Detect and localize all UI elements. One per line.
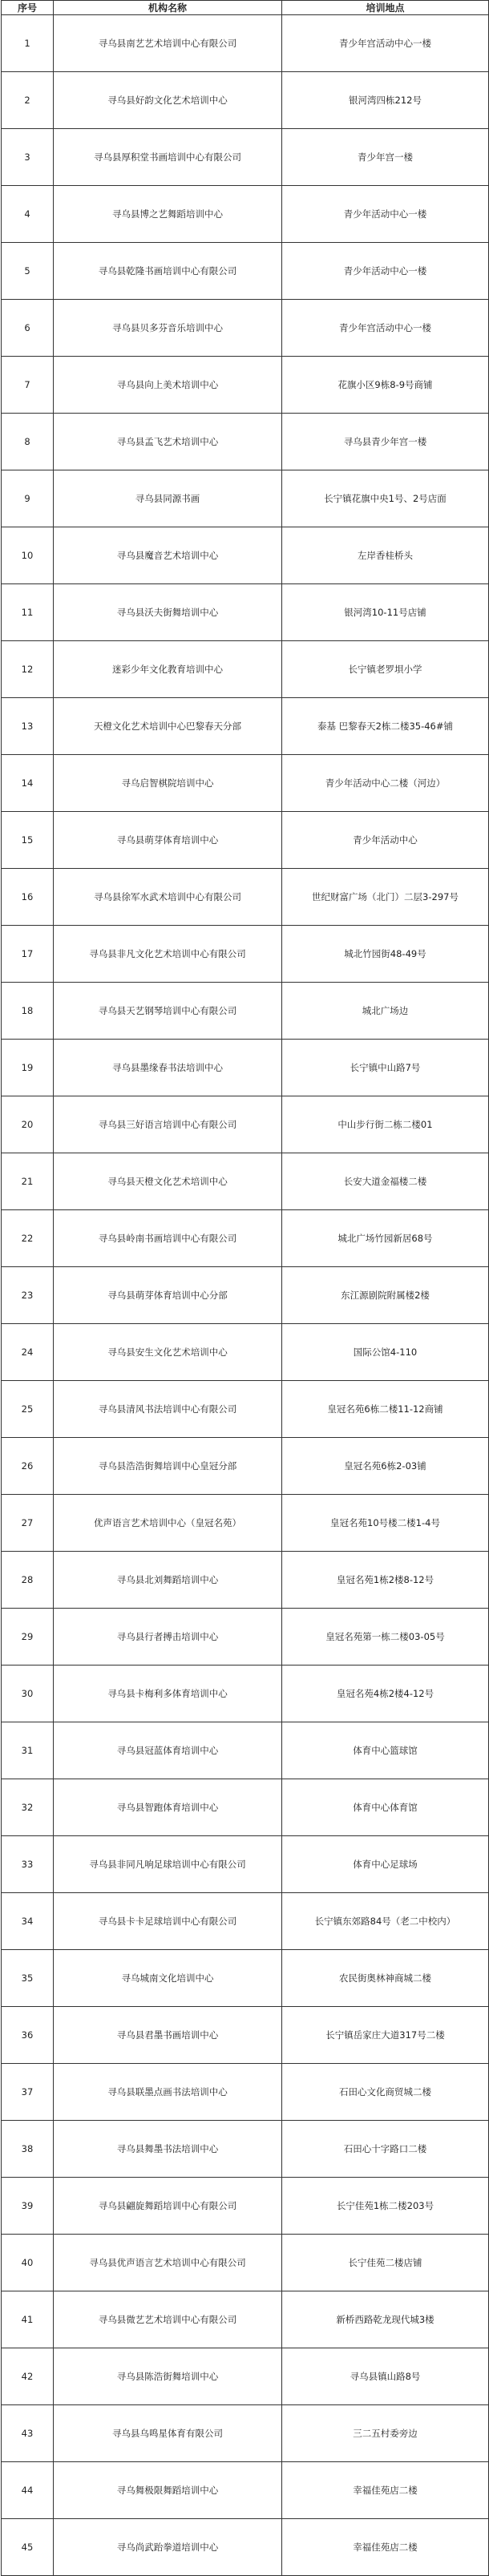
row-number: 33 bbox=[2, 1836, 54, 1893]
row-number: 43 bbox=[2, 2405, 54, 2462]
row-number: 24 bbox=[2, 1324, 54, 1381]
training-place: 长宁镇老罗垻小学 bbox=[282, 641, 489, 698]
row-number: 2 bbox=[2, 72, 54, 129]
row-number: 16 bbox=[2, 869, 54, 926]
table-body bbox=[2, 15, 489, 2576]
row-number: 6 bbox=[2, 300, 54, 357]
training-place: 银河湾10-11号店铺 bbox=[282, 584, 489, 641]
institution-name: 寻乌县博之艺舞蹈培训中心 bbox=[54, 186, 282, 243]
table-row bbox=[2, 1666, 489, 1722]
training-place: 幸福佳苑店二楼 bbox=[282, 2462, 489, 2519]
header-name: 机构名称 bbox=[54, 1, 282, 15]
row-number: 29 bbox=[2, 1609, 54, 1666]
table-row bbox=[2, 2291, 489, 2348]
institution-name: 寻乌县墨缘春书法培训中心 bbox=[54, 1040, 282, 1096]
table-row bbox=[2, 2405, 489, 2462]
training-place: 青少年活动中心二楼（河边） bbox=[282, 755, 489, 812]
row-number: 35 bbox=[2, 1950, 54, 2007]
table-row bbox=[2, 1722, 489, 1779]
institution-name: 寻乌县同源书画 bbox=[54, 470, 282, 527]
table-row bbox=[2, 584, 489, 641]
row-number: 3 bbox=[2, 129, 54, 186]
institution-name: 寻乌启智棋院培训中心 bbox=[54, 755, 282, 812]
training-place: 新桥西路乾龙现代城3楼 bbox=[282, 2291, 489, 2348]
training-place: 三二五村委旁边 bbox=[282, 2405, 489, 2462]
table-row bbox=[2, 1609, 489, 1666]
training-place: 长宁佳苑二楼店铺 bbox=[282, 2235, 489, 2291]
institution-name: 寻乌县好韵文化艺术培训中心 bbox=[54, 72, 282, 129]
training-place: 青少年活动中心一楼 bbox=[282, 243, 489, 300]
row-number: 14 bbox=[2, 755, 54, 812]
training-place: 城北竹园街48-49号 bbox=[282, 926, 489, 983]
institution-name: 寻乌县岭南书画培训中心有限公司 bbox=[54, 1210, 282, 1267]
institution-name: 寻乌县翩旋舞蹈培训中心有限公司 bbox=[54, 2178, 282, 2235]
institution-name: 寻乌县向上美术培训中心 bbox=[54, 357, 282, 414]
training-place: 青少年活动中心 bbox=[282, 812, 489, 869]
institution-name: 寻乌县乌鸣星体育有限公司 bbox=[54, 2405, 282, 2462]
row-number: 18 bbox=[2, 983, 54, 1040]
row-number: 5 bbox=[2, 243, 54, 300]
row-number: 45 bbox=[2, 2519, 54, 2576]
header-row bbox=[2, 1, 489, 15]
table-row bbox=[2, 1153, 489, 1210]
table-row bbox=[2, 1779, 489, 1836]
training-place: 皇冠名苑6栋2-03铺 bbox=[282, 1438, 489, 1495]
institution-name: 寻乌县天橙文化艺术培训中心 bbox=[54, 1153, 282, 1210]
table-row bbox=[2, 2462, 489, 2519]
institution-name: 寻乌尚武跆拳道培训中心 bbox=[54, 2519, 282, 2576]
training-place: 皇冠名苑第一栋二楼03-05号 bbox=[282, 1609, 489, 1666]
table-row bbox=[2, 2348, 489, 2405]
institution-name: 寻乌县安生文化艺术培训中心 bbox=[54, 1324, 282, 1381]
training-place: 皇冠名苑10号楼二楼1-4号 bbox=[282, 1495, 489, 1552]
row-number: 21 bbox=[2, 1153, 54, 1210]
training-place: 寻乌县青少年宫一楼 bbox=[282, 414, 489, 470]
row-number: 36 bbox=[2, 2007, 54, 2064]
row-number: 31 bbox=[2, 1722, 54, 1779]
table-row bbox=[2, 2064, 489, 2121]
training-place: 左岸香桂桥头 bbox=[282, 527, 489, 584]
header-no: 序号 bbox=[2, 1, 54, 15]
row-number: 7 bbox=[2, 357, 54, 414]
training-place: 泰基 巴黎春天2栋二楼35-46#铺 bbox=[282, 698, 489, 755]
table-row bbox=[2, 1210, 489, 1267]
row-number: 32 bbox=[2, 1779, 54, 1836]
table-row bbox=[2, 186, 489, 243]
training-place: 青少年宫一楼 bbox=[282, 129, 489, 186]
row-number: 19 bbox=[2, 1040, 54, 1096]
table-row bbox=[2, 300, 489, 357]
training-place: 长宁佳苑1栋二楼203号 bbox=[282, 2178, 489, 2235]
institution-name: 寻乌县清风书法培训中心有限公司 bbox=[54, 1381, 282, 1438]
training-place: 石田心十字路口二楼 bbox=[282, 2121, 489, 2178]
training-place: 皇冠名苑4栋2楼4-12号 bbox=[282, 1666, 489, 1722]
table-row bbox=[2, 926, 489, 983]
table-row bbox=[2, 2121, 489, 2178]
training-place: 城北广场边 bbox=[282, 983, 489, 1040]
institution-name: 寻乌舞极限舞蹈培训中心 bbox=[54, 2462, 282, 2519]
institution-name: 寻乌县沃夫街舞培训中心 bbox=[54, 584, 282, 641]
institution-name: 寻乌县冠蓝体育培训中心 bbox=[54, 1722, 282, 1779]
row-number: 38 bbox=[2, 2121, 54, 2178]
institution-name: 寻乌县卡梅利多体育培训中心 bbox=[54, 1666, 282, 1722]
table-row bbox=[2, 15, 489, 72]
training-place: 寻乌县镇山路8号 bbox=[282, 2348, 489, 2405]
training-place: 石田心文化商贸城二楼 bbox=[282, 2064, 489, 2121]
institution-name: 寻乌县孟飞艺术培训中心 bbox=[54, 414, 282, 470]
institution-name: 寻乌县君墨书画培训中心 bbox=[54, 2007, 282, 2064]
row-number: 8 bbox=[2, 414, 54, 470]
row-number: 17 bbox=[2, 926, 54, 983]
row-number: 27 bbox=[2, 1495, 54, 1552]
table-row bbox=[2, 983, 489, 1040]
institution-name: 寻乌县北刘舞蹈培训中心 bbox=[54, 1552, 282, 1609]
table-row bbox=[2, 470, 489, 527]
institution-name: 寻乌县非凡文化艺术培训中心有限公司 bbox=[54, 926, 282, 983]
institutions-table bbox=[1, 0, 489, 2576]
table-row bbox=[2, 1381, 489, 1438]
row-number: 42 bbox=[2, 2348, 54, 2405]
row-number: 4 bbox=[2, 186, 54, 243]
institution-name: 寻乌县厚积堂书画培训中心有限公司 bbox=[54, 129, 282, 186]
institution-name: 寻乌县徐军水武术培训中心有限公司 bbox=[54, 869, 282, 926]
header-place: 培训地点 bbox=[282, 1, 489, 15]
row-number: 13 bbox=[2, 698, 54, 755]
table-row bbox=[2, 2519, 489, 2576]
table-row bbox=[2, 243, 489, 300]
table-row bbox=[2, 812, 489, 869]
institution-name: 寻乌县南艺艺术培训中心有限公司 bbox=[54, 15, 282, 72]
training-place: 国际公馆4-110 bbox=[282, 1324, 489, 1381]
row-number: 39 bbox=[2, 2178, 54, 2235]
institution-name: 寻乌县行者搏击培训中心 bbox=[54, 1609, 282, 1666]
row-number: 37 bbox=[2, 2064, 54, 2121]
training-place: 幸福佳苑店二楼 bbox=[282, 2519, 489, 2576]
table-row bbox=[2, 869, 489, 926]
row-number: 30 bbox=[2, 1666, 54, 1722]
table-row bbox=[2, 2178, 489, 2235]
table-row bbox=[2, 1836, 489, 1893]
institution-name: 迷彩少年文化教育培训中心 bbox=[54, 641, 282, 698]
training-place: 世纪财富广场（北门）二层3-297号 bbox=[282, 869, 489, 926]
institution-name: 寻乌县三好语言培训中心有限公司 bbox=[54, 1096, 282, 1153]
training-place: 东江源剧院附属楼2楼 bbox=[282, 1267, 489, 1324]
table-row bbox=[2, 1040, 489, 1096]
institution-name: 寻乌县萌芽体育培训中心分部 bbox=[54, 1267, 282, 1324]
row-number: 34 bbox=[2, 1893, 54, 1950]
institution-name: 寻乌县浩浩街舞培训中心皇冠分部 bbox=[54, 1438, 282, 1495]
table-row bbox=[2, 1495, 489, 1552]
training-place: 长宁镇中山路7号 bbox=[282, 1040, 489, 1096]
institution-name: 寻乌县陈浩街舞培训中心 bbox=[54, 2348, 282, 2405]
training-place: 长宁镇东郊路84号（老二中校内） bbox=[282, 1893, 489, 1950]
table-row bbox=[2, 129, 489, 186]
institution-name: 寻乌县智跑体育培训中心 bbox=[54, 1779, 282, 1836]
training-place: 青少年活动中心一楼 bbox=[282, 186, 489, 243]
table-row bbox=[2, 1893, 489, 1950]
training-place: 青少年宫活动中心一楼 bbox=[282, 15, 489, 72]
table-row bbox=[2, 1552, 489, 1609]
table-row bbox=[2, 1438, 489, 1495]
training-place: 皇冠名苑1栋2楼8-12号 bbox=[282, 1552, 489, 1609]
institution-name: 寻乌县魔音艺术培训中心 bbox=[54, 527, 282, 584]
institution-name: 优声语言艺术培训中心（皇冠名苑） bbox=[54, 1495, 282, 1552]
training-place: 体育中心足球场 bbox=[282, 1836, 489, 1893]
table-row bbox=[2, 1096, 489, 1153]
institution-name: 寻乌县卡卡足球培训中心有限公司 bbox=[54, 1893, 282, 1950]
row-number: 11 bbox=[2, 584, 54, 641]
training-place: 青少年宫活动中心一楼 bbox=[282, 300, 489, 357]
training-place: 农民街奥林神商城二楼 bbox=[282, 1950, 489, 2007]
table-row bbox=[2, 755, 489, 812]
table-row bbox=[2, 414, 489, 470]
table-row bbox=[2, 641, 489, 698]
table-row bbox=[2, 527, 489, 584]
table-row bbox=[2, 1267, 489, 1324]
training-place: 长安大道金福楼二楼 bbox=[282, 1153, 489, 1210]
row-number: 20 bbox=[2, 1096, 54, 1153]
institution-name: 寻乌县天艺钢琴培训中心有限公司 bbox=[54, 983, 282, 1040]
row-number: 23 bbox=[2, 1267, 54, 1324]
institution-name: 寻乌县非同凡响足球培训中心有限公司 bbox=[54, 1836, 282, 1893]
training-place: 银河湾四栋212号 bbox=[282, 72, 489, 129]
training-place: 体育中心篮球馆 bbox=[282, 1722, 489, 1779]
row-number: 41 bbox=[2, 2291, 54, 2348]
table-row bbox=[2, 357, 489, 414]
row-number: 22 bbox=[2, 1210, 54, 1267]
row-number: 26 bbox=[2, 1438, 54, 1495]
training-place: 体育中心体育馆 bbox=[282, 1779, 489, 1836]
table-row bbox=[2, 2007, 489, 2064]
institution-name: 寻乌县舞墨书法培训中心 bbox=[54, 2121, 282, 2178]
row-number: 9 bbox=[2, 470, 54, 527]
institution-name: 天橙文化艺术培训中心巴黎春天分部 bbox=[54, 698, 282, 755]
table-row bbox=[2, 698, 489, 755]
row-number: 12 bbox=[2, 641, 54, 698]
row-number: 1 bbox=[2, 15, 54, 72]
institution-name: 寻乌城南文化培训中心 bbox=[54, 1950, 282, 2007]
row-number: 40 bbox=[2, 2235, 54, 2291]
training-place: 城北广场竹园新居68号 bbox=[282, 1210, 489, 1267]
institution-name: 寻乌县联墨点画书法培训中心 bbox=[54, 2064, 282, 2121]
institution-name: 寻乌县微艺艺术培训中心有限公司 bbox=[54, 2291, 282, 2348]
table-row bbox=[2, 2235, 489, 2291]
table-row bbox=[2, 72, 489, 129]
row-number: 28 bbox=[2, 1552, 54, 1609]
institution-name: 寻乌县乾隆书画培训中心有限公司 bbox=[54, 243, 282, 300]
institution-name: 寻乌县优声语言艺术培训中心有限公司 bbox=[54, 2235, 282, 2291]
row-number: 25 bbox=[2, 1381, 54, 1438]
institution-name: 寻乌县贝多芬音乐培训中心 bbox=[54, 300, 282, 357]
training-place: 长宁镇岳家庄大道317号二楼 bbox=[282, 2007, 489, 2064]
row-number: 44 bbox=[2, 2462, 54, 2519]
row-number: 10 bbox=[2, 527, 54, 584]
training-place: 中山步行街二栋二楼01 bbox=[282, 1096, 489, 1153]
institution-name: 寻乌县萌芽体育培训中心 bbox=[54, 812, 282, 869]
training-place: 长宁镇花旗中央1号、2号店面 bbox=[282, 470, 489, 527]
row-number: 15 bbox=[2, 812, 54, 869]
training-place: 花旗小区9栋8-9号商铺 bbox=[282, 357, 489, 414]
table-row bbox=[2, 1950, 489, 2007]
training-place: 皇冠名苑6栋二楼11-12商铺 bbox=[282, 1381, 489, 1438]
table-row bbox=[2, 1324, 489, 1381]
